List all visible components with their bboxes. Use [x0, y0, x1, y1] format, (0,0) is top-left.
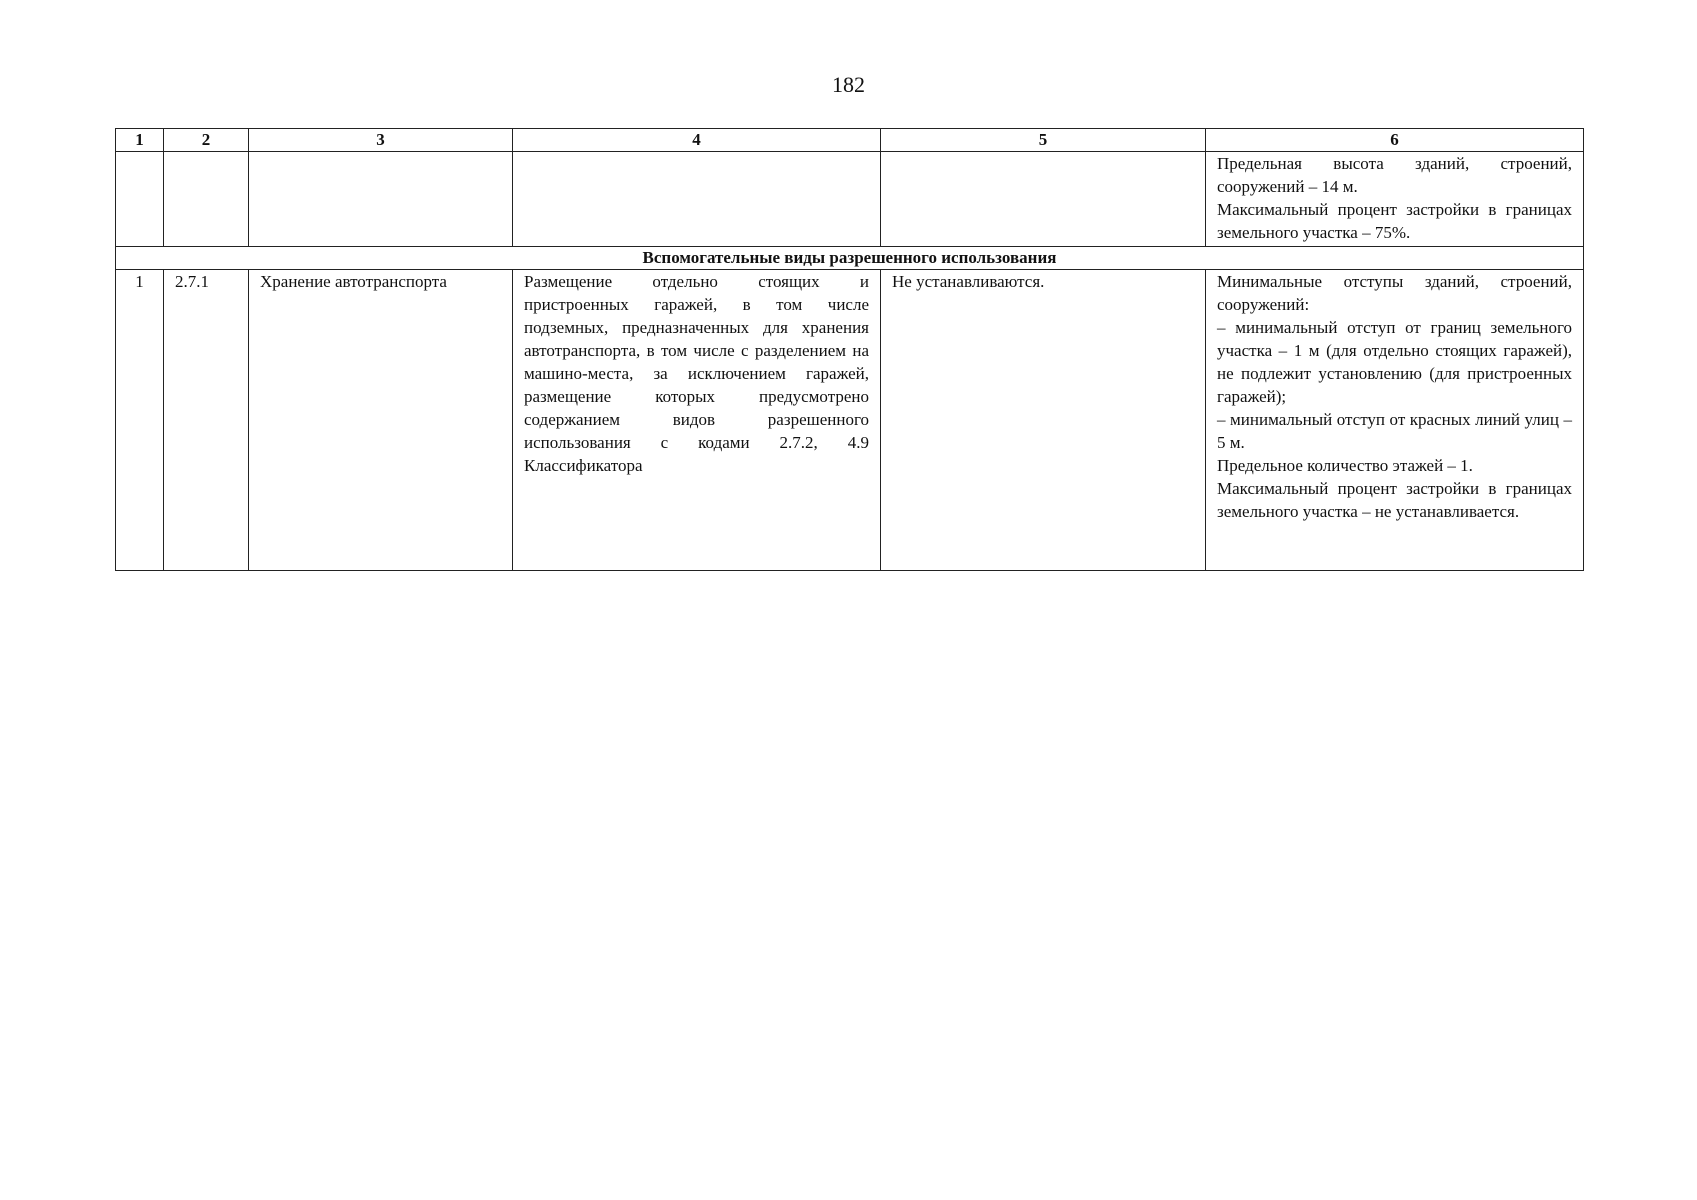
row-code: 2.7.1 — [164, 270, 249, 571]
row-description: Размещение отдельно стоящих и пристроенных гаражей, в том числе подземных, предназначенных для хранения автотранспорта, в том числе с разделением на машино-места, за исключением гаражей, размещение которых предусмотрено содержанием видов разрешенного использования с кодами 2.7.2, 4.9 Классификатора — [513, 270, 881, 571]
row-col5: Не устанавливаются. — [881, 270, 1206, 571]
section-title: Вспомогательные виды разрешенного использования — [116, 247, 1584, 270]
row-name: Хранение автотранспорта — [249, 270, 513, 571]
column-header-3: 3 — [249, 129, 513, 152]
column-header-4: 4 — [513, 129, 881, 152]
continuation-row — [116, 152, 1584, 247]
row-number: 1 — [116, 270, 164, 571]
param-line: Максимальный процент застройки в границах земельного участка – не устанавливается. — [1217, 479, 1572, 521]
param-line: Предельная высота зданий, строений, сооружений – 14 м. — [1217, 154, 1572, 196]
param-line: Максимальный процент застройки в границах земельного участка – 75%. — [1217, 200, 1572, 242]
row-params-cell — [1206, 270, 1584, 571]
column-header-5: 5 — [881, 129, 1206, 152]
column-header-6: 6 — [1206, 129, 1584, 152]
param-line: – минимальный отступ от красных линий улиц – 5 м. — [1217, 410, 1572, 452]
param-line: – минимальный отступ от границ земельного участка – 1 м (для отдельно стоящих гаражей), не подлежит установлению (для пристроенных гаражей); — [1217, 318, 1572, 406]
column-header-2: 2 — [164, 129, 249, 152]
empty-cell — [164, 152, 249, 247]
empty-cell — [249, 152, 513, 247]
page-number: 182 — [832, 72, 865, 97]
table-header-row — [116, 129, 1584, 152]
empty-cell — [881, 152, 1206, 247]
param-line: Предельное количество этажей – 1. — [1217, 456, 1473, 475]
column-header-1: 1 — [116, 129, 164, 152]
empty-cell — [116, 152, 164, 247]
continuation-params-cell — [1206, 152, 1584, 247]
regulations-table — [115, 128, 1584, 571]
table-row — [116, 270, 1584, 571]
param-line: Минимальные отступы зданий, строений, сооружений: — [1217, 272, 1572, 314]
empty-cell — [513, 152, 881, 247]
section-row — [116, 247, 1584, 270]
